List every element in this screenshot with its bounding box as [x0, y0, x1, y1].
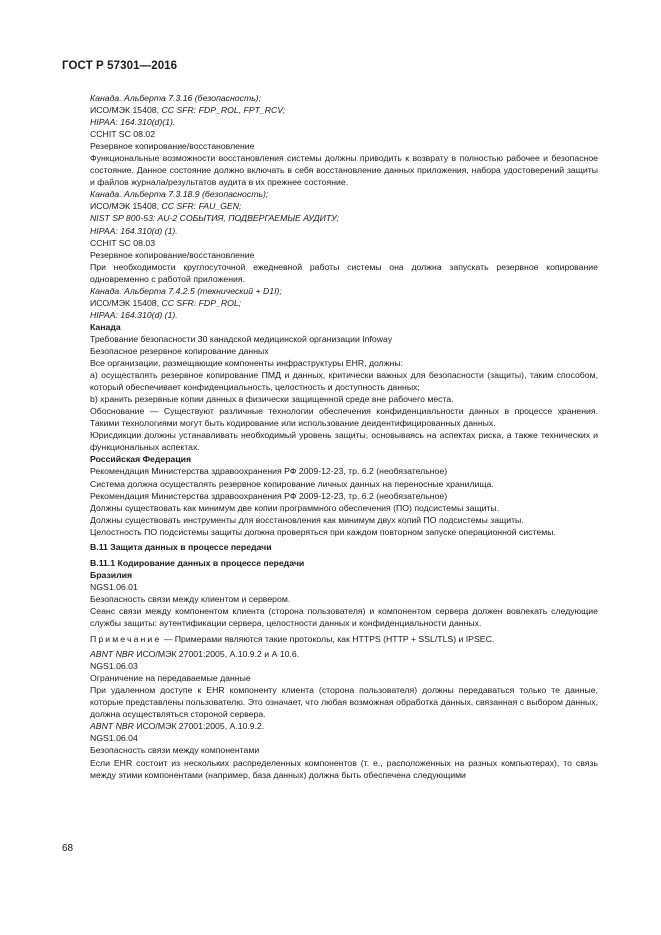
paragraph: Функциональные возможности восстановления системы должны приводить к возврату в полностью рабочее и безопасное состояние. Данное состояние должно включать в себя восстановление данных приложения, набора удостоверений защиты и файлов журнала/результатов аудита в их прежнее состояние. — [90, 153, 598, 188]
text-line: Безопасность связи между клиентом и сервером. — [90, 593, 291, 604]
text-line: NGS1.06.04 — [90, 733, 138, 744]
text-span: CC SFR: FDP_ROL; — [161, 297, 242, 308]
text-span: ИСО/МЭК 15408, — [90, 105, 162, 116]
paragraph: При необходимости круглосуточной ежедневной работы системы она должна запускать резервное копирование одновременно с работой приложения. — [90, 261, 598, 284]
page-number: 68 — [62, 843, 74, 854]
text-line: HIPAA: 164.310(d) (1). — [90, 309, 178, 320]
page-header-title: ГОСТ Р 57301—2016 — [62, 60, 178, 72]
text-line — [90, 104, 598, 116]
text-line: Резервное копирование/восстановление — [90, 141, 255, 152]
text-line: NGS1.06.01 — [90, 581, 138, 592]
section-heading-b11-1: В.11.1 Кодирование данных в процессе передачи — [90, 557, 305, 568]
paragraph: При удаленном доступе к EHR компоненту клиента (сторона пользователя) должны передаваться только те данные, которые представлены пользователю. Это означает, что любая возможная обработка данных, связанная с выбором данных, должна осуществляться стороной сервера. — [90, 685, 598, 720]
text-span: ИСО/МЭК 15408, — [90, 297, 162, 308]
note-text: — Примерами являются такие протоколы, как HTTPS (HTTP + SSL/TLS) и IPSEC. — [161, 633, 495, 644]
text-line: NGS1.06.03 — [90, 661, 138, 672]
text-span: ABNT NBR — [90, 721, 137, 732]
text-line: Рекомендация Министерства здравоохранения РФ 2009-12-23, тр. 6.2 (необязательное) — [90, 466, 448, 477]
text-line: Резервное копирование/восстановление — [90, 249, 255, 260]
paragraph: Обоснование — Существуют различные технологии обеспечения конфиденциальности данных в процессе хранения. Такими технологиями могут быть кодирование или использование деидентифицированных данных. — [90, 406, 598, 429]
text-span: ИСО/МЭК 27001:2005, А.10.9.2 и А 10.6. — [136, 649, 300, 660]
paragraph: Юрисдикции должны устанавливать необходимый уровень защиты, основываясь на аспектах риска, а также технических и функциональных аспектах. — [90, 430, 598, 453]
section-heading-russia: Российская Федерация — [90, 454, 192, 465]
paragraph: Сеанс связи между компонентом клиента (сторона пользователя) и компонентом сервера должен вовлекать следующие службы защиты: аутентификации сервера, целостности данных и конфиденциальности данных. — [90, 605, 598, 629]
text-line: Канада. Альберта 7.3.16 (безопасность); — [90, 93, 262, 103]
section-heading-b11: В.11 Защита данных в процессе передачи — [90, 542, 272, 553]
paragraph: Если EHR состоит из нескольких распределенных компонентов (т. е., расположенных на разных компьютерах), то связь между этими компонентами (например, база данных) должна быть обеспечена следующими — [90, 757, 598, 780]
section-heading-canada: Канада — [90, 321, 121, 332]
text-line: Рекомендация Министерства здравоохранения РФ 2009-12-23, тр. 6.2 (необязательное) — [90, 490, 448, 501]
text-span: CC SFR: FDP_ROL, FPT_RCV; — [161, 105, 286, 116]
text-line: Должны существовать как минимум две копии программного обеспечения (ПО) подсистемы защиты. — [90, 502, 500, 513]
text-line: Все организации, размещающие компоненты инфраструктуры EHR, должны: — [90, 358, 404, 369]
text-line: CCHIT SC 08.02 — [90, 129, 156, 140]
text-line — [90, 648, 598, 660]
section-heading-brazil: Бразилия — [90, 569, 133, 580]
text-line: Ограничение на передаваемые данные — [90, 673, 251, 684]
text-line: Должны существовать инструменты для восстановления как минимум двух копий ПО подсистемы защиты. — [90, 514, 524, 525]
text-line: Безопасность связи между компонентами — [90, 745, 260, 756]
text-span: CC SFR: FAU_GEN; — [161, 201, 242, 212]
paragraph: Целостность ПО подсистемы защиты должна проверяться при каждом повторном запуске операционной системы. — [90, 526, 556, 537]
text-line: CCHIT SC 08.03 — [90, 237, 156, 248]
text-line — [90, 297, 598, 309]
text-line: Требование безопасности 30 канадской медицинской организации Infoway — [90, 333, 393, 344]
note-label: Примечание — [90, 633, 162, 644]
text-line — [90, 720, 598, 732]
text-line: HIPAA: 164.310(d)(1). — [90, 117, 176, 128]
text-line: Безопасное резервное копирование данных — [90, 345, 269, 356]
text-line: Система должна осуществлять резервное копирование личных данных на переносные хранилища. — [90, 478, 494, 489]
list-item: b) хранить резервные копии данных в физически защищенной среде вне рабочего места. — [90, 394, 454, 405]
note — [90, 633, 598, 645]
body-text — [90, 92, 598, 781]
text-line: Канада. Альберта 7.4.2.5 (технический + D1I); — [90, 285, 282, 296]
text-line — [90, 200, 598, 212]
text-line: HIPAA: 164.310(d) (1). — [90, 225, 178, 236]
list-item: а) осуществлять резервное копирование ПМД и данных, критически важных для безопасности (защиты), таким способом, который обеспечивает конфиденциальность, целостность и доступность данных; — [90, 370, 598, 393]
text-span: ИСО/МЭК 15408, — [90, 201, 162, 212]
text-span: ABNT NBR — [90, 649, 137, 660]
text-span: ИСО/МЭК 27001:2005, А.10.9.2. — [136, 721, 265, 732]
text-line: NIST SP 800-53: AU-2 СОБЫТИЯ, ПОДВЕРГАЕМЫЕ АУДИТУ; — [90, 213, 339, 224]
text-line: Канада. Альберта 7.3.18.9 (безопасность); — [90, 189, 269, 200]
